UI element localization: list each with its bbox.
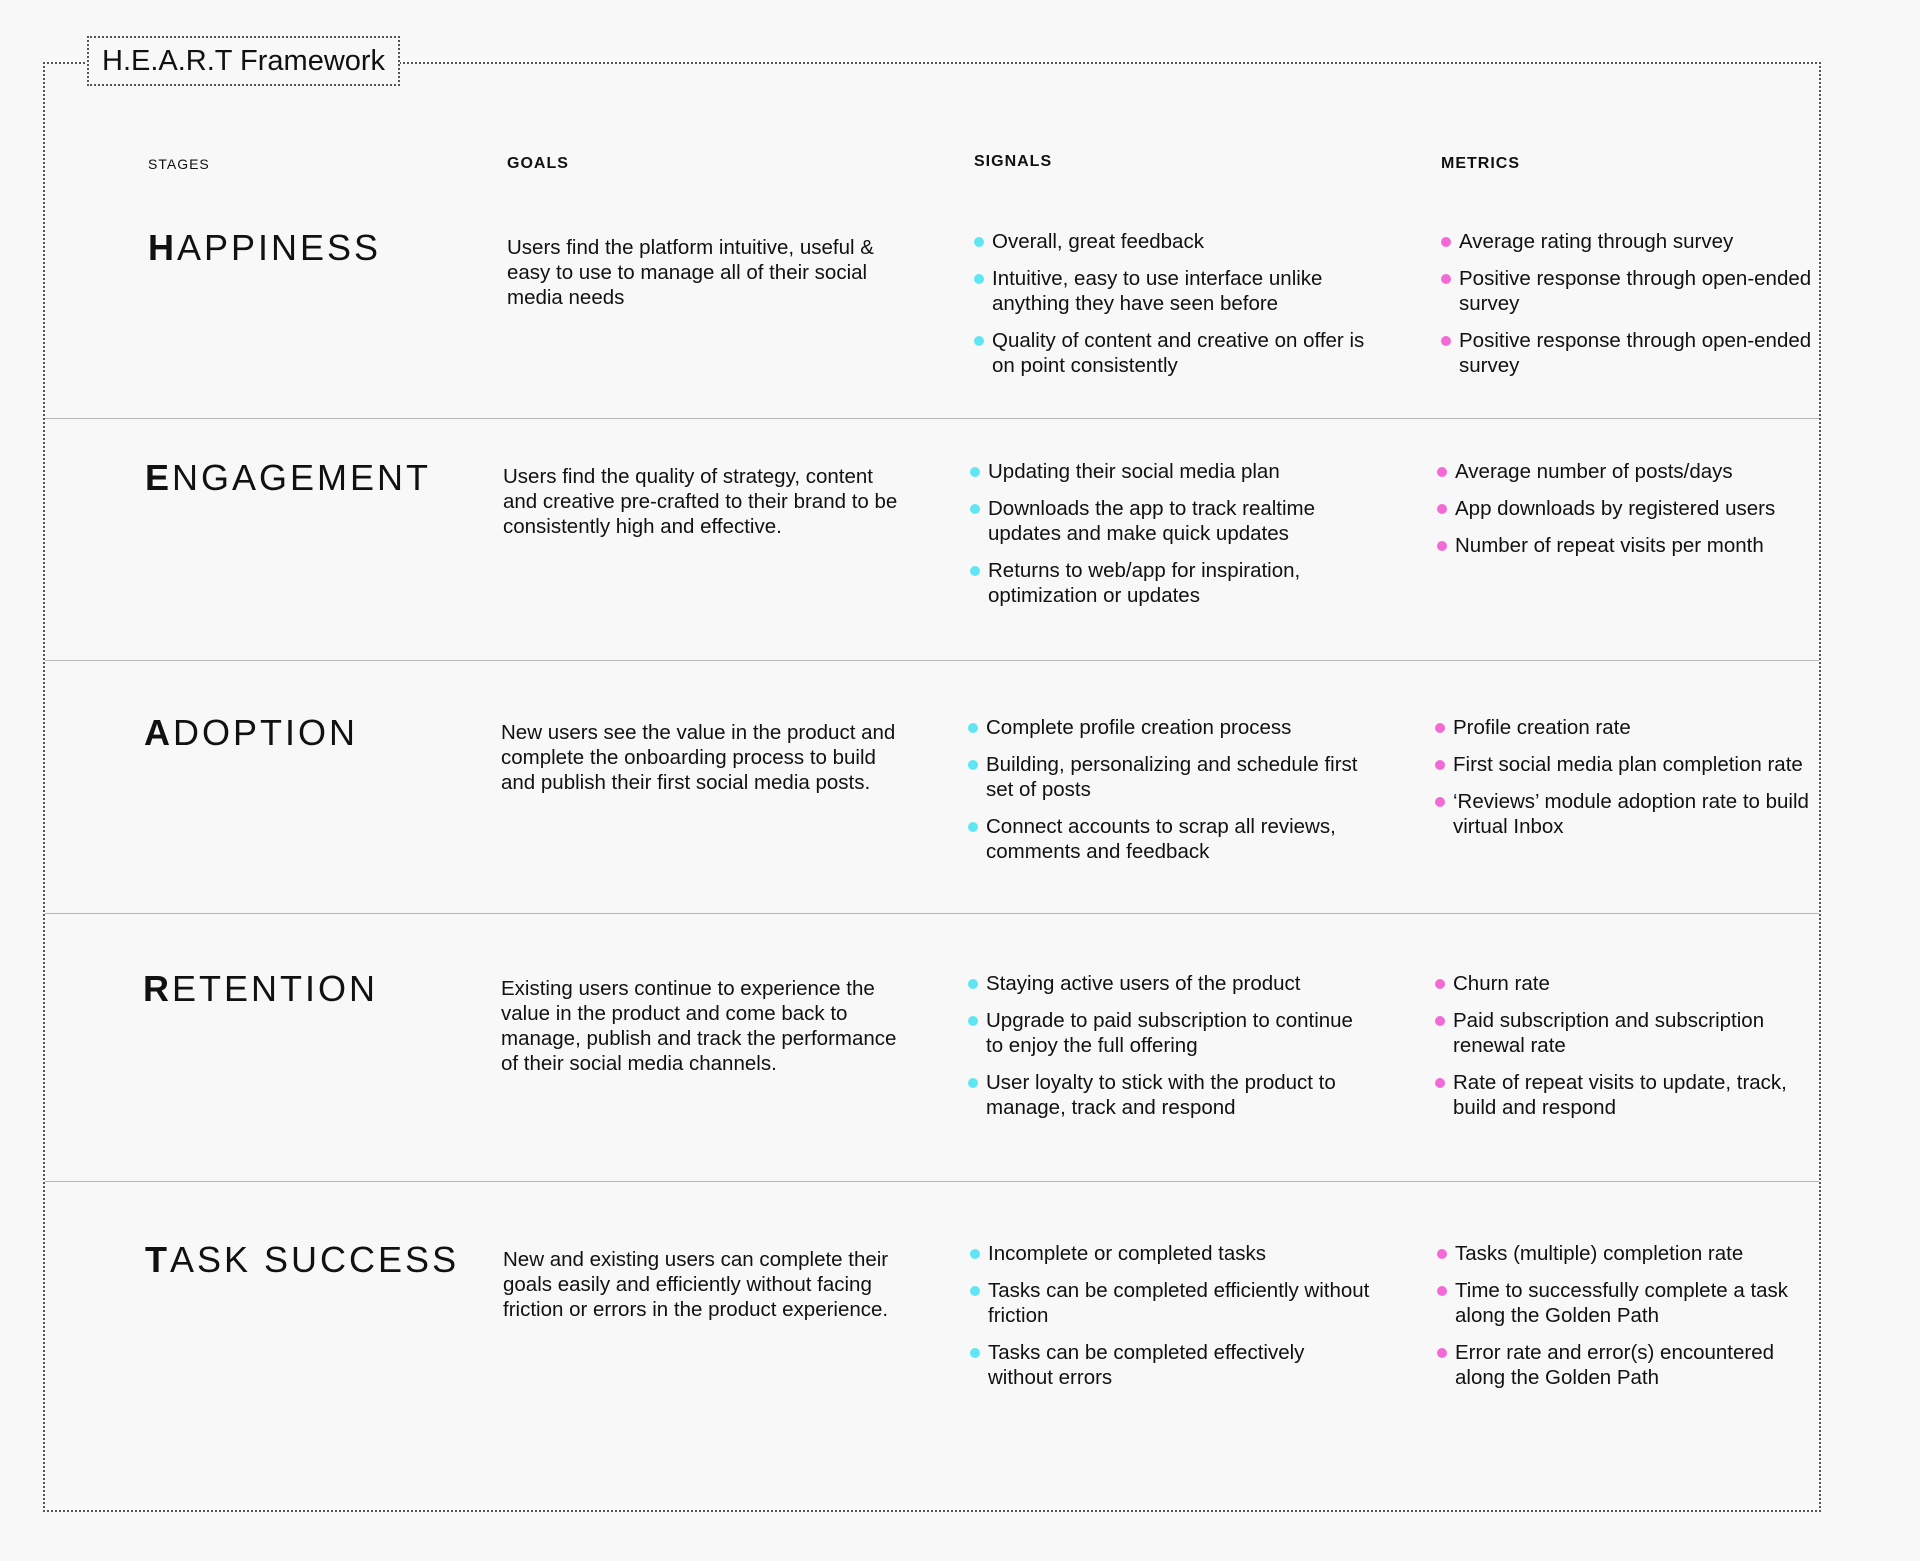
bullet-dot-icon	[1441, 274, 1451, 284]
bullet-dot-icon	[1437, 1249, 1447, 1259]
header-goals: GOALS	[507, 155, 569, 172]
row-divider	[45, 913, 1819, 914]
stage-rest: DOPTION	[173, 712, 359, 753]
goal-text: New and existing users can complete their goals easily and efficiently without facing friction or errors in the product experience.	[503, 1248, 889, 1321]
metric-text: Error rate and error(s) encountered along the Golden Path	[1455, 1341, 1775, 1389]
metric-item	[1437, 1340, 1827, 1390]
bullet-dot-icon	[1441, 336, 1451, 346]
metric-text: App downloads by registered users	[1455, 497, 1776, 520]
metric-item	[1441, 328, 1831, 378]
bullet-dot-icon	[1441, 237, 1451, 247]
stage-initial: H	[148, 227, 177, 268]
metric-text: First social media plan completion rate	[1453, 753, 1803, 776]
metrics-list	[1435, 971, 1825, 1132]
signal-text: Updating their social media plan	[988, 460, 1280, 483]
goal-text: Users find the platform intuitive, useful & easy to use to manage all of their social media needs	[507, 236, 874, 309]
bullet-dot-icon	[1437, 1286, 1447, 1296]
bullet-dot-icon	[970, 1249, 980, 1259]
bullet-dot-icon	[970, 1286, 980, 1296]
metric-item	[1437, 1241, 1827, 1266]
row-divider	[45, 660, 1819, 661]
stage-initial: T	[145, 1239, 170, 1280]
stage-name	[143, 967, 378, 1011]
row-divider	[45, 1181, 1819, 1182]
metric-text: Churn rate	[1453, 972, 1550, 995]
header-signals: SIGNALS	[974, 153, 1053, 170]
bullet-dot-icon	[1435, 797, 1445, 807]
metric-item	[1435, 715, 1825, 740]
metric-text: Time to successfully complete a task along the Golden Path	[1455, 1279, 1789, 1327]
bullet-dot-icon	[968, 979, 978, 989]
bullet-dot-icon	[1437, 1348, 1447, 1358]
signal-text: Connect accounts to scrap all reviews, comments and feedback	[986, 815, 1336, 863]
metric-item	[1435, 971, 1825, 996]
signals-list	[968, 971, 1368, 1132]
stage-name	[148, 226, 381, 270]
metric-item	[1435, 1008, 1825, 1058]
bullet-dot-icon	[974, 274, 984, 284]
bullet-dot-icon	[968, 723, 978, 733]
signal-text: Staying active users of the product	[986, 972, 1301, 995]
signal-text: Intuitive, easy to use interface unlike anything they have seen before	[992, 267, 1323, 315]
signals-list	[974, 229, 1374, 390]
metrics-list	[1437, 459, 1827, 570]
metric-text: Tasks (multiple) completion rate	[1455, 1242, 1744, 1265]
metric-text: Positive response through open-ended survey	[1459, 267, 1812, 315]
metrics-list	[1435, 715, 1825, 851]
signal-item	[970, 558, 1370, 608]
stage-name	[145, 1238, 459, 1282]
signals-list	[970, 1241, 1370, 1402]
framework-title: H.E.A.R.T Framework	[87, 36, 400, 86]
signal-item	[968, 1070, 1368, 1120]
signal-text: Quality of content and creative on offer is on point consistently	[992, 329, 1365, 377]
stage-rest: ETENTION	[172, 968, 379, 1009]
metric-text: Number of repeat visits per month	[1455, 534, 1764, 557]
signal-item	[970, 1278, 1370, 1328]
signal-item	[968, 971, 1368, 996]
bullet-dot-icon	[1435, 1016, 1445, 1026]
signal-item	[968, 1008, 1368, 1058]
stage-rest: APPINESS	[177, 227, 382, 268]
stage-rest: ASK SUCCESS	[170, 1239, 460, 1280]
metric-item	[1435, 752, 1825, 777]
signal-text: Tasks can be completed effectively without errors	[988, 1341, 1305, 1389]
bullet-dot-icon	[1437, 541, 1447, 551]
signal-text: Downloads the app to track realtime updates and make quick updates	[988, 497, 1316, 545]
bullet-dot-icon	[1437, 504, 1447, 514]
metrics-list	[1441, 229, 1831, 390]
signal-item	[970, 1340, 1370, 1390]
signal-text: Returns to web/app for inspiration, optimization or updates	[988, 559, 1301, 607]
bullet-dot-icon	[1435, 1078, 1445, 1088]
signal-item	[968, 752, 1368, 802]
bullet-dot-icon	[968, 1078, 978, 1088]
metric-item	[1441, 229, 1831, 254]
stage-initial: E	[145, 457, 173, 498]
metric-text: Paid subscription and subscription renewal rate	[1453, 1009, 1765, 1057]
metric-item	[1437, 1278, 1827, 1328]
metric-item	[1435, 1070, 1825, 1120]
metric-item	[1437, 496, 1827, 521]
bullet-dot-icon	[1437, 467, 1447, 477]
bullet-dot-icon	[974, 237, 984, 247]
signal-text: Tasks can be completed efficiently without friction	[988, 1279, 1370, 1327]
signal-item	[970, 459, 1370, 484]
signals-list	[968, 715, 1368, 876]
stage-initial: R	[143, 968, 172, 1009]
metric-text: Rate of repeat visits to update, track, build and respond	[1453, 1071, 1787, 1119]
signal-item	[968, 814, 1368, 864]
bullet-dot-icon	[1435, 723, 1445, 733]
signal-item	[974, 328, 1374, 378]
metric-text: ‘Reviews’ module adoption rate to build virtual Inbox	[1453, 790, 1809, 838]
bullet-dot-icon	[970, 504, 980, 514]
metric-text: Average number of posts/days	[1455, 460, 1733, 483]
bullet-dot-icon	[1435, 979, 1445, 989]
stage-name	[145, 456, 431, 500]
metric-text: Positive response through open-ended survey	[1459, 329, 1812, 377]
metric-item	[1437, 533, 1827, 558]
signal-text: Complete profile creation process	[986, 716, 1292, 739]
metric-item	[1441, 266, 1831, 316]
bullet-dot-icon	[970, 467, 980, 477]
signal-item	[970, 1241, 1370, 1266]
header-metrics: METRICS	[1441, 155, 1520, 172]
signal-item	[974, 229, 1374, 254]
bullet-dot-icon	[968, 1016, 978, 1026]
bullet-dot-icon	[968, 822, 978, 832]
bullet-dot-icon	[968, 760, 978, 770]
bullet-dot-icon	[974, 336, 984, 346]
bullet-dot-icon	[970, 566, 980, 576]
stage-name	[144, 711, 358, 755]
stage-initial: A	[144, 712, 173, 753]
row-divider	[45, 418, 1819, 419]
goal-text: Users find the quality of strategy, content and creative pre-crafted to their brand to be consistently high and effective.	[503, 465, 898, 538]
metric-item	[1437, 459, 1827, 484]
bullet-dot-icon	[970, 1348, 980, 1358]
signal-text: User loyalty to stick with the product to manage, track and respond	[986, 1071, 1336, 1119]
metric-text: Profile creation rate	[1453, 716, 1631, 739]
header-stages: STAGES	[148, 156, 210, 172]
signals-list	[970, 459, 1370, 620]
signal-text: Building, personalizing and schedule first set of posts	[986, 753, 1358, 801]
metric-item	[1435, 789, 1825, 839]
goal-text: New users see the value in the product and complete the onboarding process to build and publish their first social media posts.	[501, 721, 896, 794]
metric-text: Average rating through survey	[1459, 230, 1734, 253]
stage-rest: NGAGEMENT	[172, 457, 432, 498]
metrics-list	[1437, 1241, 1827, 1402]
signal-text: Overall, great feedback	[992, 230, 1204, 253]
signal-item	[970, 496, 1370, 546]
signal-item	[974, 266, 1374, 316]
signal-text: Upgrade to paid subscription to continue to enjoy the full offering	[986, 1009, 1353, 1057]
signal-text: Incomplete or completed tasks	[988, 1242, 1267, 1265]
bullet-dot-icon	[1435, 760, 1445, 770]
signal-item	[968, 715, 1368, 740]
goal-text: Existing users continue to experience the value in the product and come back to manage, publish and track the performance of their social media channels.	[501, 977, 897, 1075]
